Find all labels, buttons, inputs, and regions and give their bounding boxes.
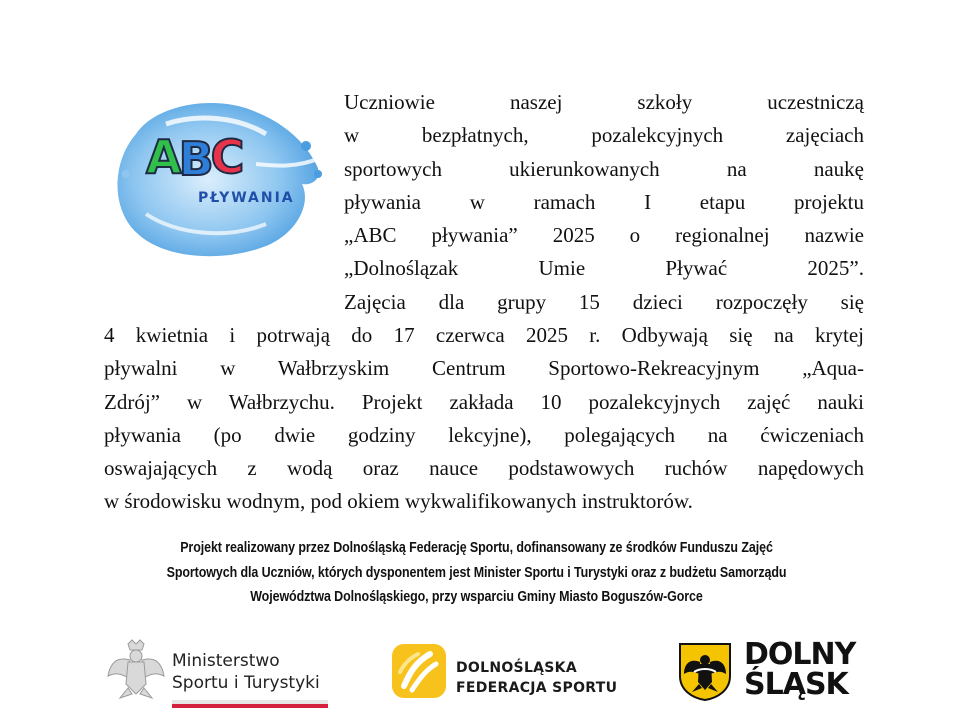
- ministry-name: [172, 650, 320, 694]
- article-line: w bezpłatnych, pozalekcyjnych zajęciach: [344, 123, 864, 148]
- ministry-line-1: Ministerstwo: [172, 651, 280, 671]
- dfs-line-2: FEDERACJA SPORTU: [456, 680, 618, 696]
- abc-subtitle: PŁYWANIA: [198, 190, 295, 206]
- article-body: [104, 319, 864, 519]
- article-line: Uczniowie naszej szkoły uczestniczą: [344, 90, 864, 114]
- article-line: pływania (po dwie godziny lekcyjne), polegających na ćwiczeniach: [104, 422, 864, 447]
- dfs-emblem-icon: [390, 642, 448, 700]
- article-line: w środowisku wodnym, pod okiem wykwalifikowanych instruktorów.: [104, 489, 693, 514]
- article-line: „Dolnoślązak Umie Pływać 2025”.: [344, 256, 864, 281]
- article-line: Zdrój” w Wałbrzychu. Projekt zakłada 10 pozalekcyjnych zajęć nauki: [104, 389, 864, 414]
- ministry-logo: [106, 636, 326, 708]
- sponsor-logos: [0, 630, 953, 710]
- funding-line: Województwa Dolnośląskiego, przy wsparciu Gminy Miasto Boguszów-Gorce: [250, 589, 703, 605]
- funding-note: [136, 536, 818, 610]
- funding-line: Sportowych dla Uczniów, których dysponentem jest Minister Sportu i Turystyki oraz z budżetu Samorządu: [166, 564, 787, 581]
- article-line: Zajęcia dla grupy 15 dzieci rozpoczęły się: [344, 289, 864, 314]
- abc-plywania-logo: [106, 94, 328, 264]
- flag-stripe-red: [172, 704, 328, 708]
- dolny-slask-line-1: DOLNY: [744, 637, 856, 672]
- abc-letters: [146, 130, 242, 186]
- abc-letter-a: A: [146, 130, 179, 184]
- eagle-emblem-icon: [106, 638, 166, 702]
- eagle-shield-icon: [678, 642, 732, 702]
- article-line: pływalni w Wałbrzyskim Centrum Sportowo-Rekreacyjnym „Aqua-: [104, 356, 864, 381]
- dolny-slask-line-2: ŚLĄSK: [744, 667, 848, 702]
- article-line: oswajających z wodą oraz nauce podstawowych ruchów napędowych: [104, 456, 864, 481]
- dolny-slask-name: [744, 637, 856, 702]
- funding-line: Projekt realizowany przez Dolnośląską Federację Sportu, dofinansowany ze środków Funduszu Zajęć: [180, 540, 773, 556]
- dfs-line-1: DOLNOŚLĄSKA: [456, 660, 577, 676]
- article-line: pływania w ramach I etapu projektu: [344, 189, 864, 214]
- ministry-line-2: Sportu i Turystyki: [172, 673, 320, 693]
- dfs-logo: [390, 642, 650, 702]
- dolny-slask-logo: [678, 638, 868, 704]
- article-line: „ABC pływania” 2025 o regionalnej nazwie: [344, 223, 864, 248]
- article-intro: [344, 86, 864, 319]
- dfs-name: [456, 658, 617, 698]
- abc-letter-c: C: [210, 130, 242, 184]
- article-line: 4 kwietnia i potrwają do 17 czerwca 2025 r. Odbywają się na krytej: [104, 323, 864, 347]
- article-line: sportowych ukierunkowanych na naukę: [344, 156, 864, 181]
- abc-letter-b: B: [178, 132, 211, 186]
